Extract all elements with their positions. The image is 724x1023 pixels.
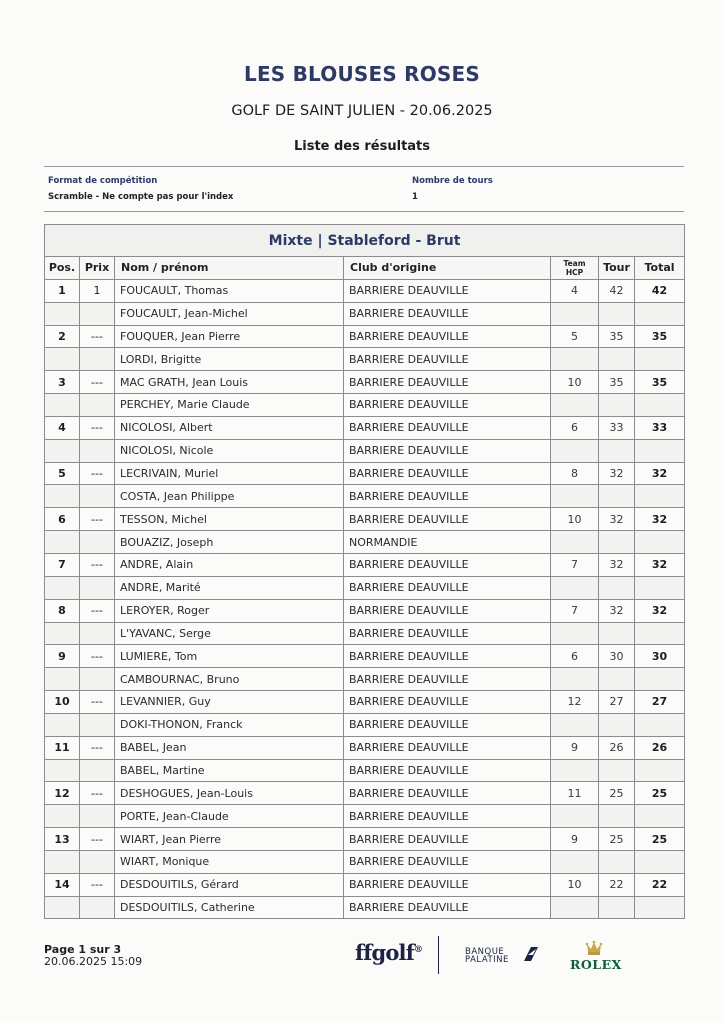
player-name-cell: BABEL, Jean <box>115 736 344 759</box>
col-prix: Prix <box>80 257 115 280</box>
total-cell: 32 <box>635 508 685 531</box>
total-cell <box>635 622 685 645</box>
player-name-cell: CAMBOURNAC, Bruno <box>115 668 344 691</box>
player-name-cell: BOUAZIZ, Joseph <box>115 531 344 554</box>
team-hcp-cell <box>551 805 599 828</box>
rolex-crown-icon <box>585 940 603 956</box>
tour-cell: 35 <box>599 371 635 394</box>
rounds-label: Nombre de tours <box>412 176 493 186</box>
player-name-cell: PERCHEY, Marie Claude <box>115 394 344 417</box>
table-row <box>45 805 685 828</box>
pos-cell <box>45 394 80 417</box>
prix-cell <box>80 622 115 645</box>
banque-text: BANQUE <box>465 947 505 957</box>
col-club: Club d'origine <box>344 257 551 280</box>
tour-cell <box>599 439 635 462</box>
total-cell: 22 <box>635 873 685 896</box>
page-number: Page 1 sur 3 <box>44 943 122 956</box>
tour-cell <box>599 850 635 873</box>
prix-cell: --- <box>80 553 115 576</box>
team-hcp-cell <box>551 668 599 691</box>
table-row <box>45 759 685 782</box>
pos-cell: 8 <box>45 599 80 622</box>
total-cell <box>635 394 685 417</box>
club-cell: BARRIERE DEAUVILLE <box>344 599 551 622</box>
team-hcp-cell: 6 <box>551 645 599 668</box>
banque-palatine-logo <box>465 948 509 964</box>
table-row <box>45 485 685 508</box>
team-hcp-cell: 7 <box>551 599 599 622</box>
pos-cell: 4 <box>45 416 80 439</box>
team-hcp-cell: 9 <box>551 736 599 759</box>
table-row <box>45 508 685 531</box>
prix-cell <box>80 531 115 554</box>
pos-cell <box>45 850 80 873</box>
table-row <box>45 691 685 714</box>
divider <box>44 211 684 212</box>
pos-cell <box>45 531 80 554</box>
player-name-cell: FOUCAULT, Jean-Michel <box>115 302 344 325</box>
tour-cell: 32 <box>599 553 635 576</box>
total-cell: 27 <box>635 691 685 714</box>
rounds-value: 1 <box>412 192 418 202</box>
team-hcp-cell <box>551 348 599 371</box>
prix-cell <box>80 576 115 599</box>
player-name-cell: FOUQUER, Jean Pierre <box>115 325 344 348</box>
prix-cell <box>80 394 115 417</box>
col-team-hcp <box>551 257 599 280</box>
tour-cell: 25 <box>599 782 635 805</box>
club-cell: BARRIERE DEAUVILLE <box>344 416 551 439</box>
table-row <box>45 348 685 371</box>
table-row <box>45 553 685 576</box>
pos-cell: 2 <box>45 325 80 348</box>
team-hcp-cell: 7 <box>551 553 599 576</box>
total-cell <box>635 302 685 325</box>
pos-cell <box>45 668 80 691</box>
table-row <box>45 896 685 919</box>
tour-cell <box>599 805 635 828</box>
page-title: LES BLOUSES ROSES <box>244 62 480 86</box>
club-cell: BARRIERE DEAUVILLE <box>344 896 551 919</box>
team-hcp-cell <box>551 302 599 325</box>
total-cell: 32 <box>635 462 685 485</box>
table-row <box>45 394 685 417</box>
col-total: Total <box>635 257 685 280</box>
club-cell: BARRIERE DEAUVILLE <box>344 873 551 896</box>
pos-cell: 14 <box>45 873 80 896</box>
col-team-hcp-line2: HCP <box>565 267 584 277</box>
team-hcp-cell <box>551 394 599 417</box>
table-row <box>45 668 685 691</box>
team-hcp-cell: 4 <box>551 279 599 302</box>
player-name-cell: COSTA, Jean Philippe <box>115 485 344 508</box>
pos-cell: 9 <box>45 645 80 668</box>
prix-cell <box>80 850 115 873</box>
prix-cell: --- <box>80 645 115 668</box>
tour-cell: 27 <box>599 691 635 714</box>
team-hcp-cell <box>551 896 599 919</box>
total-cell: 30 <box>635 645 685 668</box>
col-pos: Pos. <box>45 257 80 280</box>
pos-cell: 6 <box>45 508 80 531</box>
player-name-cell: LEROYER, Roger <box>115 599 344 622</box>
tour-cell <box>599 531 635 554</box>
format-value: Scramble - Ne compte pas pour l'index <box>48 192 234 202</box>
team-hcp-cell <box>551 439 599 462</box>
results-body <box>45 279 685 919</box>
club-cell: BARRIERE DEAUVILLE <box>344 759 551 782</box>
table-row <box>45 416 685 439</box>
club-cell: BARRIERE DEAUVILLE <box>344 691 551 714</box>
prix-cell <box>80 302 115 325</box>
tour-cell <box>599 668 635 691</box>
club-cell: BARRIERE DEAUVILLE <box>344 371 551 394</box>
prix-cell: --- <box>80 416 115 439</box>
club-cell: BARRIERE DEAUVILLE <box>344 805 551 828</box>
total-cell <box>635 713 685 736</box>
prix-cell <box>80 668 115 691</box>
team-hcp-cell <box>551 713 599 736</box>
tour-cell: 35 <box>599 325 635 348</box>
club-cell: BARRIERE DEAUVILLE <box>344 622 551 645</box>
table-row <box>45 736 685 759</box>
total-cell: 25 <box>635 782 685 805</box>
col-name: Nom / prénom <box>115 257 344 280</box>
total-cell: 26 <box>635 736 685 759</box>
ffgolf-logo-text: ffgolf <box>355 940 414 965</box>
team-hcp-cell: 10 <box>551 508 599 531</box>
team-hcp-cell <box>551 622 599 645</box>
player-name-cell: LEVANNIER, Guy <box>115 691 344 714</box>
team-hcp-cell <box>551 850 599 873</box>
total-cell: 35 <box>635 371 685 394</box>
player-name-cell: LORDI, Brigitte <box>115 348 344 371</box>
club-cell: BARRIERE DEAUVILLE <box>344 782 551 805</box>
total-cell: 32 <box>635 553 685 576</box>
rolex-logo-text: ROLEX <box>570 957 622 972</box>
club-cell: BARRIERE DEAUVILLE <box>344 576 551 599</box>
list-title: Liste des résultats <box>293 139 431 154</box>
player-name-cell: WIART, Jean Pierre <box>115 828 344 851</box>
club-cell: BARRIERE DEAUVILLE <box>344 279 551 302</box>
logo-divider <box>438 936 439 974</box>
club-cell: BARRIERE DEAUVILLE <box>344 439 551 462</box>
print-datetime: 20.06.2025 15:09 <box>44 955 143 968</box>
prix-cell <box>80 348 115 371</box>
table-row <box>45 576 685 599</box>
player-name-cell: L'YAVANC, Serge <box>115 622 344 645</box>
pos-cell <box>45 439 80 462</box>
tour-cell <box>599 576 635 599</box>
team-hcp-cell <box>551 485 599 508</box>
prix-cell: --- <box>80 599 115 622</box>
pos-cell <box>45 622 80 645</box>
total-cell <box>635 896 685 919</box>
tour-cell: 25 <box>599 828 635 851</box>
prix-cell <box>80 439 115 462</box>
total-cell <box>635 485 685 508</box>
table-row <box>45 531 685 554</box>
tour-cell <box>599 394 635 417</box>
prix-cell <box>80 759 115 782</box>
pos-cell: 11 <box>45 736 80 759</box>
total-cell: 42 <box>635 279 685 302</box>
pos-cell <box>45 576 80 599</box>
tour-cell: 32 <box>599 508 635 531</box>
pos-cell <box>45 805 80 828</box>
prix-cell <box>80 805 115 828</box>
tour-cell: 33 <box>599 416 635 439</box>
team-hcp-cell: 11 <box>551 782 599 805</box>
table-row <box>45 713 685 736</box>
club-cell: BARRIERE DEAUVILLE <box>344 713 551 736</box>
table-row <box>45 873 685 896</box>
total-cell: 35 <box>635 325 685 348</box>
prix-cell: --- <box>80 462 115 485</box>
table-row <box>45 850 685 873</box>
tour-cell <box>599 622 635 645</box>
pos-cell <box>45 759 80 782</box>
team-hcp-cell: 6 <box>551 416 599 439</box>
total-cell: 32 <box>635 599 685 622</box>
total-cell <box>635 439 685 462</box>
player-name-cell: LECRIVAIN, Muriel <box>115 462 344 485</box>
team-hcp-cell: 8 <box>551 462 599 485</box>
pos-cell <box>45 485 80 508</box>
pos-cell <box>45 713 80 736</box>
table-row <box>45 622 685 645</box>
club-cell: BARRIERE DEAUVILLE <box>344 668 551 691</box>
event-subtitle: GOLF DE SAINT JULIEN - 20.06.2025 <box>231 103 493 119</box>
prix-cell: --- <box>80 508 115 531</box>
tour-cell: 32 <box>599 462 635 485</box>
total-cell <box>635 759 685 782</box>
player-name-cell: TESSON, Michel <box>115 508 344 531</box>
prix-cell: --- <box>80 782 115 805</box>
club-cell: BARRIERE DEAUVILLE <box>344 828 551 851</box>
player-name-cell: LUMIERE, Tom <box>115 645 344 668</box>
tour-cell <box>599 713 635 736</box>
team-hcp-cell <box>551 759 599 782</box>
team-hcp-cell: 9 <box>551 828 599 851</box>
total-cell <box>635 531 685 554</box>
tour-cell <box>599 896 635 919</box>
player-name-cell: DESDOUITILS, Gérard <box>115 873 344 896</box>
table-row <box>45 439 685 462</box>
player-name-cell: ANDRE, Alain <box>115 553 344 576</box>
pos-cell: 5 <box>45 462 80 485</box>
pos-cell <box>45 348 80 371</box>
player-name-cell: ANDRE, Marité <box>115 576 344 599</box>
table-caption: Mixte | Stableford - Brut <box>45 225 685 257</box>
player-name-cell: PORTE, Jean-Claude <box>115 805 344 828</box>
tour-cell <box>599 302 635 325</box>
pos-cell <box>45 896 80 919</box>
prix-cell: --- <box>80 371 115 394</box>
prix-cell: 1 <box>80 279 115 302</box>
tour-cell: 42 <box>599 279 635 302</box>
ffgolf-logo <box>355 940 422 965</box>
tour-cell: 22 <box>599 873 635 896</box>
total-cell <box>635 805 685 828</box>
table-row <box>45 645 685 668</box>
club-cell: BARRIERE DEAUVILLE <box>344 302 551 325</box>
team-hcp-cell <box>551 531 599 554</box>
player-name-cell: BABEL, Martine <box>115 759 344 782</box>
table-row <box>45 371 685 394</box>
prix-cell: --- <box>80 873 115 896</box>
tour-cell: 26 <box>599 736 635 759</box>
total-cell <box>635 576 685 599</box>
prix-cell <box>80 896 115 919</box>
tour-cell: 32 <box>599 599 635 622</box>
pos-cell <box>45 302 80 325</box>
club-cell: BARRIERE DEAUVILLE <box>344 553 551 576</box>
player-name-cell: FOUCAULT, Thomas <box>115 279 344 302</box>
col-tour: Tour <box>599 257 635 280</box>
total-cell: 33 <box>635 416 685 439</box>
player-name-cell: WIART, Monique <box>115 850 344 873</box>
table-row <box>45 599 685 622</box>
total-cell <box>635 668 685 691</box>
club-cell: BARRIERE DEAUVILLE <box>344 348 551 371</box>
table-row <box>45 462 685 485</box>
pos-cell: 10 <box>45 691 80 714</box>
prix-cell <box>80 713 115 736</box>
club-cell: BARRIERE DEAUVILLE <box>344 485 551 508</box>
tour-cell <box>599 348 635 371</box>
team-hcp-cell: 10 <box>551 873 599 896</box>
player-name-cell: DESDOUITILS, Catherine <box>115 896 344 919</box>
table-row <box>45 325 685 348</box>
team-hcp-cell <box>551 576 599 599</box>
club-cell: BARRIERE DEAUVILLE <box>344 325 551 348</box>
palatine-text: PALATINE <box>465 955 509 965</box>
player-name-cell: MAC GRATH, Jean Louis <box>115 371 344 394</box>
table-row <box>45 828 685 851</box>
player-name-cell: DOKI-THONON, Franck <box>115 713 344 736</box>
player-name-cell: NICOLOSI, Nicole <box>115 439 344 462</box>
prix-cell: --- <box>80 828 115 851</box>
pos-cell: 12 <box>45 782 80 805</box>
pos-cell: 13 <box>45 828 80 851</box>
pos-cell: 1 <box>45 279 80 302</box>
format-label: Format de compétition <box>48 176 158 186</box>
tour-cell <box>599 485 635 508</box>
table-row <box>45 302 685 325</box>
club-cell: BARRIERE DEAUVILLE <box>344 394 551 417</box>
prix-cell: --- <box>80 736 115 759</box>
club-cell: BARRIERE DEAUVILLE <box>344 645 551 668</box>
banque-palatine-icon <box>522 946 539 962</box>
tour-cell: 30 <box>599 645 635 668</box>
club-cell: BARRIERE DEAUVILLE <box>344 850 551 873</box>
tour-cell <box>599 759 635 782</box>
col-team-hcp-line1: Team <box>563 258 586 268</box>
total-cell: 25 <box>635 828 685 851</box>
team-hcp-cell: 10 <box>551 371 599 394</box>
club-cell: BARRIERE DEAUVILLE <box>344 462 551 485</box>
total-cell <box>635 348 685 371</box>
team-hcp-cell: 12 <box>551 691 599 714</box>
pos-cell: 7 <box>45 553 80 576</box>
player-name-cell: NICOLOSI, Albert <box>115 416 344 439</box>
club-cell: BARRIERE DEAUVILLE <box>344 736 551 759</box>
prix-cell: --- <box>80 691 115 714</box>
divider <box>44 166 684 167</box>
club-cell: NORMANDIE <box>344 531 551 554</box>
prix-cell <box>80 485 115 508</box>
results-table <box>44 224 685 919</box>
team-hcp-cell: 5 <box>551 325 599 348</box>
registered-icon: ® <box>413 945 423 955</box>
prix-cell: --- <box>80 325 115 348</box>
club-cell: BARRIERE DEAUVILLE <box>344 508 551 531</box>
total-cell <box>635 850 685 873</box>
pos-cell: 3 <box>45 371 80 394</box>
player-name-cell: DESHOGUES, Jean-Louis <box>115 782 344 805</box>
table-row <box>45 279 685 302</box>
table-row <box>45 782 685 805</box>
